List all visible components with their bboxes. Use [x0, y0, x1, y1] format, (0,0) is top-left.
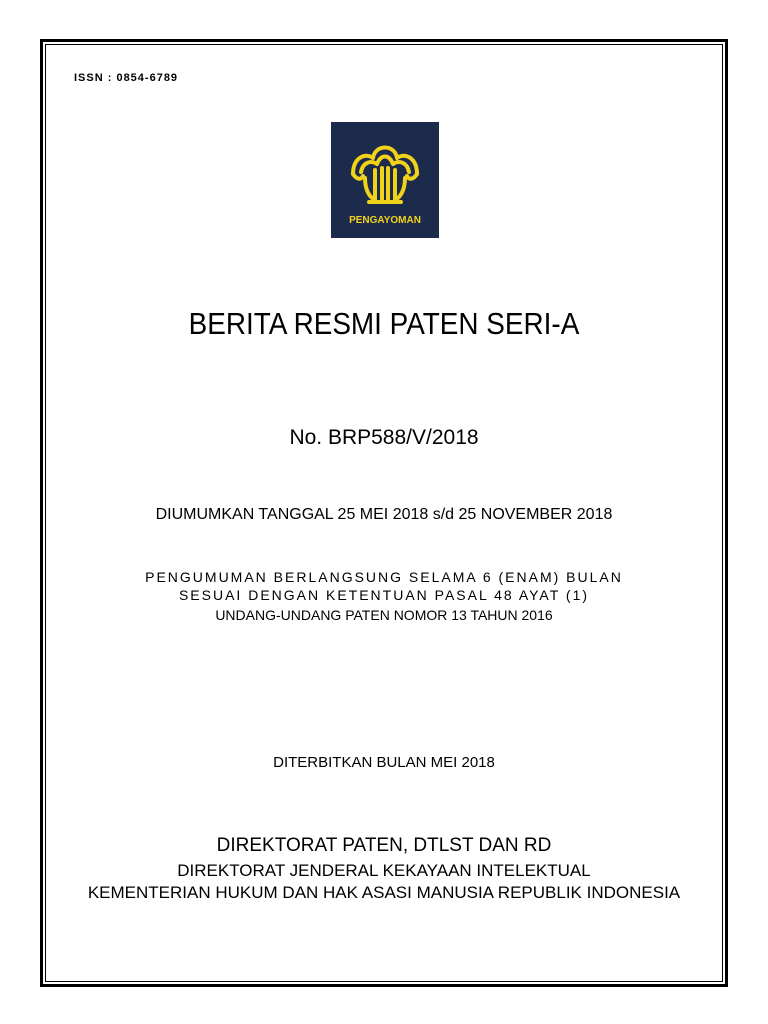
notice-line-3: UNDANG-UNDANG PATEN NOMOR 13 TAHUN 2016	[215, 607, 553, 623]
publisher-directorate-general: DIREKTORAT JENDERAL KEKAYAAN INTELEKTUAL	[177, 861, 591, 880]
publisher-directorate: DIREKTORAT PATEN, DTLST DAN RD	[216, 835, 552, 856]
pengayoman-emblem-icon	[331, 122, 439, 238]
announcement-period: DIUMUMKAN TANGGAL 25 MEI 2018 s/d 25 NOVEMBER 2018	[155, 506, 613, 523]
logo-text: PENGAYOMAN	[349, 215, 421, 226]
page-border	[40, 39, 728, 987]
document-title: BERITA RESMI PATEN SERI-A	[188, 306, 580, 341]
pengayoman-logo	[331, 122, 439, 238]
document-number: No. BRP588/V/2018	[289, 426, 479, 449]
publication-date: DITERBITKAN BULAN MEI 2018	[273, 754, 495, 771]
notice-line-1: PENGUMUMAN BERLANGSUNG SELAMA 6 (ENAM) BULAN	[145, 569, 623, 585]
publisher-ministry: KEMENTERIAN HUKUM DAN HAK ASASI MANUSIA REPUBLIK INDONESIA	[87, 883, 681, 902]
issn-label: ISSN : 0854-6789	[74, 72, 179, 84]
notice-line-2: SESUAI DENGAN KETENTUAN PASAL 48 AYAT (1)	[178, 587, 590, 603]
